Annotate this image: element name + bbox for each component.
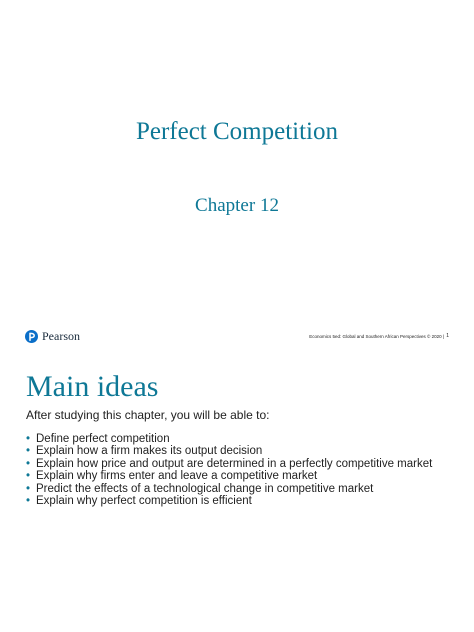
slide-title: Perfect Competition — [135, 118, 339, 145]
pearson-logo — [25, 329, 80, 344]
list-item — [26, 483, 432, 495]
chapter-label: Chapter 12 — [195, 195, 279, 216]
pearson-logo-icon — [25, 330, 38, 343]
main-ideas-slide — [0, 356, 474, 632]
bullet-text: Predict the effects of a technological change in competitive market — [36, 482, 374, 495]
list-item — [26, 433, 432, 445]
bullet-icon: • — [26, 495, 31, 508]
footer-copyright: Economics 5ed: Global and Southern African Perspectives © 2020 | — [309, 334, 444, 339]
bullet-icon: • — [26, 457, 31, 470]
bullet-icon: • — [26, 470, 31, 483]
bullet-text: Explain how price and output are determined in a perfectly competitive market — [36, 457, 433, 470]
section-title: Main ideas — [26, 370, 159, 403]
bullet-text: Define perfect competition — [36, 433, 170, 445]
bullet-text: Explain why perfect competition is efficient — [36, 495, 252, 508]
list-item — [26, 445, 432, 457]
intro-text: After studying this chapter, you will be able to: — [26, 408, 270, 422]
bullet-icon: • — [26, 445, 31, 458]
list-item — [26, 458, 432, 470]
bullet-list — [26, 433, 432, 507]
list-item — [26, 470, 432, 482]
bullet-text: Explain why firms enter and leave a competitive market — [36, 470, 318, 483]
bullet-icon: • — [26, 433, 31, 445]
bullet-icon: • — [26, 482, 31, 495]
list-item — [26, 495, 432, 507]
logo-text: Pearson — [42, 329, 80, 343]
bullet-text: Explain how a firm makes its output decision — [36, 445, 263, 458]
page-number: 1 — [446, 333, 449, 339]
